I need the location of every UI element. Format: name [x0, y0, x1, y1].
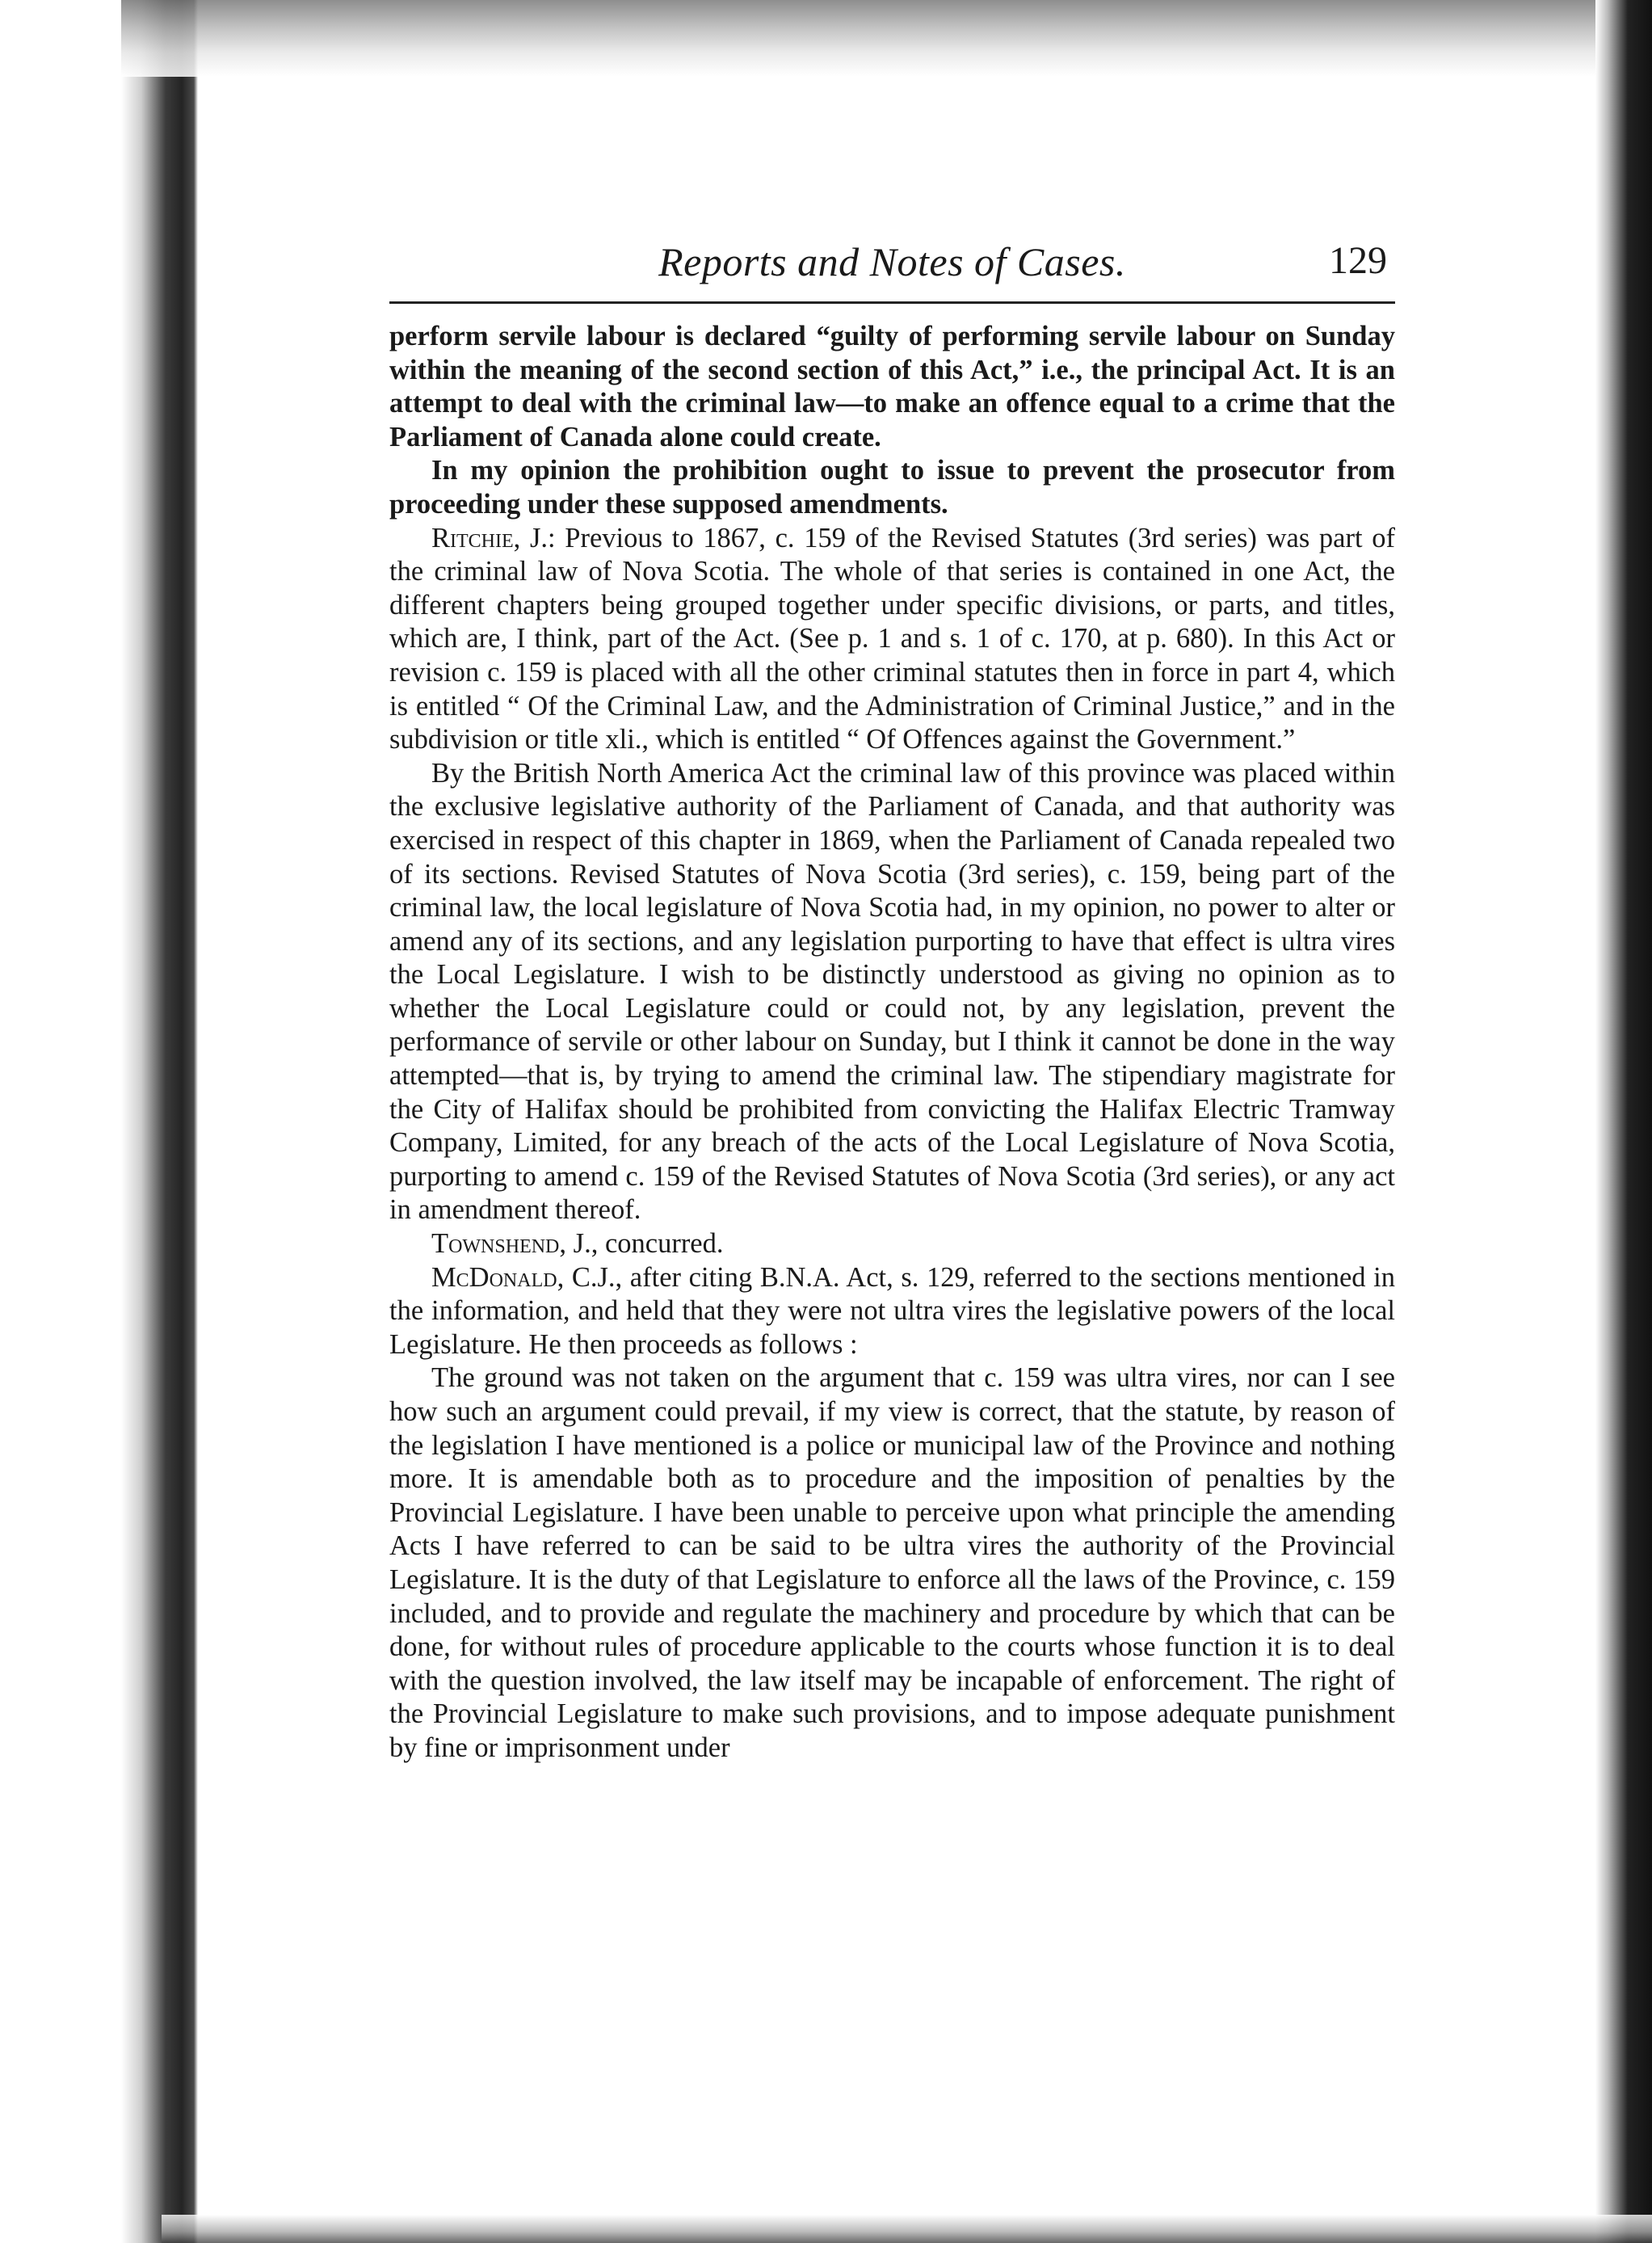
- paragraph: [389, 1227, 1395, 1261]
- page-number: 129: [1329, 239, 1387, 282]
- judge-name: Townshend, J.: [431, 1228, 591, 1260]
- paragraph: [389, 522, 1395, 757]
- paragraph: [389, 757, 1395, 1227]
- running-head: [389, 238, 1395, 304]
- scan-top-edge: [121, 0, 1652, 77]
- body-text: [389, 320, 1395, 1765]
- scan-right-edge: [1595, 0, 1652, 2243]
- scan-binding-edge: [0, 0, 198, 2243]
- paragraph: [389, 320, 1395, 454]
- judge-name: Ritchie, J.: [431, 522, 549, 553]
- paragraph-text: : Previous to 1867, c. 159 of the Revised Statutes (3rd series) was part of the criminal law of Nova Scotia. The whole of that series is contained in one Act, the different chapters being grouped together under specific divisions, or parts, and titles, which are, I think, part of the Act. (See p. 1 and s. 1 of c. 170, at p. 680). In this Act or revision c. 159 is placed with all the other criminal statutes then in force in part 4, which is entitled “ Of the Criminal Law, and the Administration of Criminal Justice,” and in the subdivision or title xli., which is entitled “ Of Offences against the Government.”: [389, 522, 1395, 755]
- paragraph-text: The ground was not taken on the argument that c. 159 was ultra vires, nor can I see how such an argument could prevail, if my view is correct, that the statute, by reason of the legislation I have mentioned is a police or municipal law of the Province and nothing more. It is amendable both as to procedure and the imposition of penalties by the Provincial Legislature. I have been unable to perceive upon what principle the amending Acts I have referred to can be said to be ultra vires the authority of the Provincial Legislature. It is the duty of that Legislature to enforce all the laws of the Province, c. 159 included, and to provide and regulate the machinery and procedure by which that can be done, for without rules of procedure applicable to the courts whose function it is to deal with the question involved, the law itself may be incapable of enforcement. The right of the Provincial Legislature to make such provisions, and to impose adequate punishment by fine or imprisonment under: [389, 1362, 1395, 1763]
- paragraph: [389, 1361, 1395, 1765]
- paragraph-text: By the British North America Act the criminal law of this province was placed within the exclusive legislative authority of the Parliament of Canada, and that authority was exercised in respect of this chapter in 1869, when the Parliament of Canada repealed two of its sections. Revised Statutes of Nova Scotia (3rd series), c. 159, being part of the criminal law, the local legislature of Nova Scotia had, in my opinion, no power to alter or amend any of its sections, and any legislation purporting to have that effect is ultra vires the Local Legislature. I wish to be distinctly understood as giving no opinion as to whether the Local Legislature could or could not, by any legislation, prevent the performance of servile or other labour on Sunday, but I think it cannot be done in the way attempted—that is, by trying to amend the criminal law. The stipendiary magistrate for the City of Halifax should be prohibited from convicting the Halifax Electric Tramway Company, Limited, for any breach of the acts of the Local Legislature of Nova Scotia, purporting to amend c. 159 of the Revised Statutes of Nova Scotia (3rd series), or any act in amendment thereof.: [389, 757, 1395, 1226]
- paragraph-text: In my opinion the prohibition ought to issue to prevent the prosecutor from proceeding under these supposed amendments.: [389, 455, 1395, 520]
- paragraph-text: perform servile labour is declared “guilty of performing servile labour on Sunday within the meaning of the second section of this Act,” i.e., the principal Act. It is an attempt to deal with the criminal law—to make an offence equal to a crime that the Parliament of Canada alone could create.: [389, 321, 1395, 452]
- paragraph: [389, 1261, 1395, 1362]
- scan-bottom-edge: [162, 2215, 1652, 2243]
- paragraph-text: , after citing B.N.A. Act, s. 129, referred to the sections mentioned in the information, and held that they were not ultra vires the legislative powers of the local Legislature. He then proceeds as follows :: [389, 1261, 1395, 1360]
- paragraph: [389, 454, 1395, 521]
- book-page: [389, 238, 1395, 1765]
- paragraph-text: , concurred.: [591, 1228, 724, 1260]
- judge-name: McDonald, C.J.: [431, 1261, 616, 1293]
- running-title: Reports and Notes of Cases.: [658, 239, 1126, 284]
